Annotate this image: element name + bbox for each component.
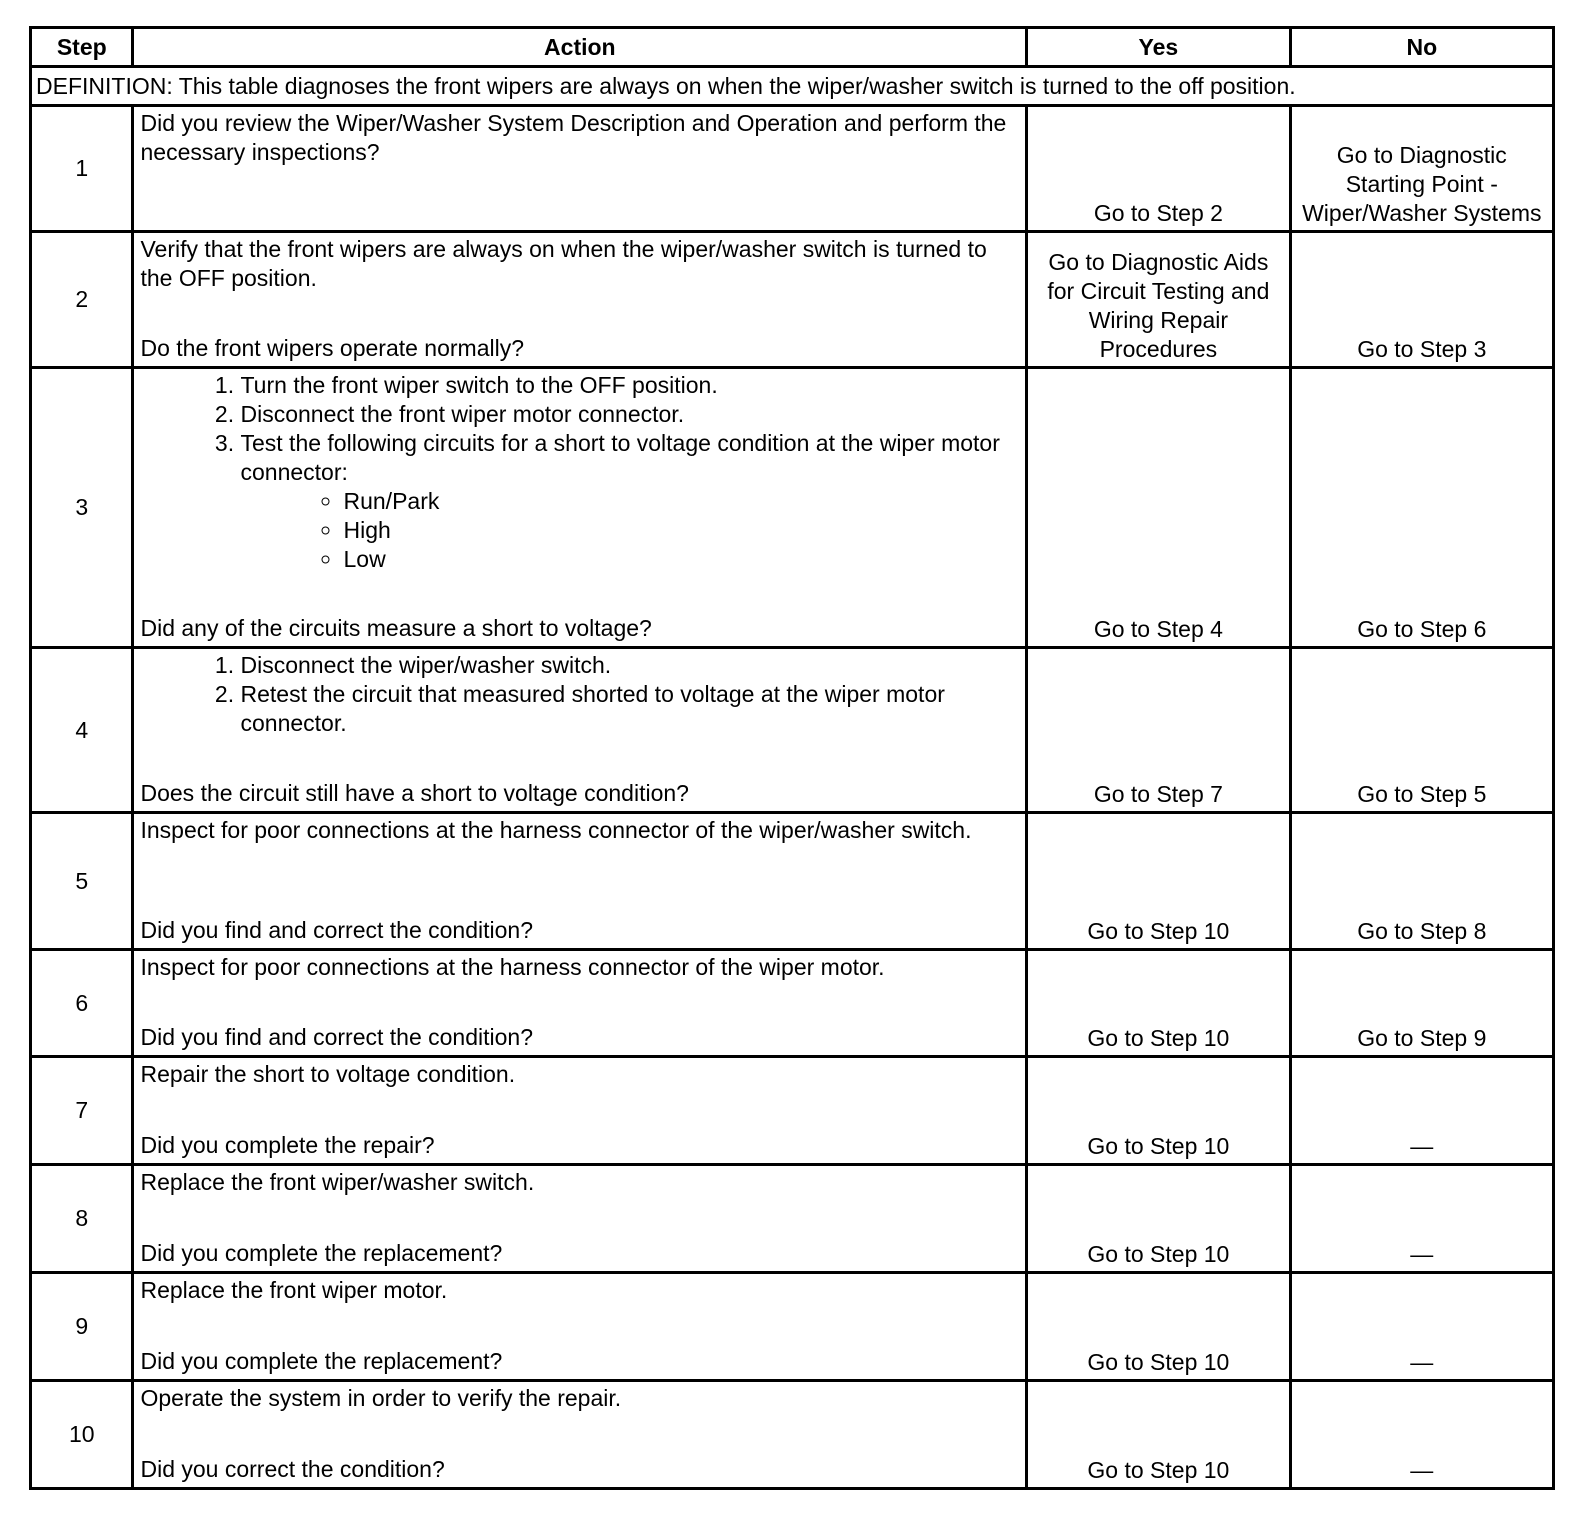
step-number: 10	[31, 1381, 133, 1489]
action-instructions	[140, 1060, 1019, 1089]
action-text: Replace the front wiper/washer switch.	[140, 1169, 535, 1195]
no-result: —	[1290, 1057, 1553, 1165]
table-row	[31, 1165, 1554, 1273]
step-number: 9	[31, 1273, 133, 1381]
no-result: Go to Diagnostic Starting Point - Wiper/Washer Systems	[1290, 106, 1553, 232]
table-row	[31, 950, 1554, 1057]
action-text: Inspect for poor connections at the harness connector of the wiper motor.	[140, 954, 885, 980]
action-cell	[133, 106, 1027, 232]
header-yes: Yes	[1027, 28, 1290, 67]
action-content	[140, 651, 1019, 808]
action-text: Repair the short to voltage condition.	[140, 1061, 516, 1087]
action-cell	[133, 1057, 1027, 1165]
yes-result: Go to Step 10	[1027, 1381, 1290, 1489]
no-result: Go to Step 3	[1290, 232, 1553, 368]
procedure-item: 2. Retest the circuit that measured shorted to voltage at the wiper motor connector.	[240, 680, 1019, 738]
action-content	[140, 371, 1019, 643]
step-number: 1	[31, 106, 133, 232]
action-instructions	[140, 1276, 1019, 1305]
procedure-item: 1. Disconnect the wiper/washer switch.	[240, 651, 1019, 680]
no-result: Go to Step 5	[1290, 648, 1553, 813]
action-cell	[133, 950, 1027, 1057]
question-text: Did you complete the replacement?	[140, 1240, 503, 1266]
action-content	[140, 1168, 1019, 1268]
step-number: 5	[31, 813, 133, 950]
question-text: Did you complete the repair?	[140, 1132, 435, 1158]
no-result: —	[1290, 1165, 1553, 1273]
action-text: Did you review the Wiper/Washer System Description and Operation and perform the necessary inspections?	[140, 110, 1007, 165]
procedure-item: 2. Disconnect the front wiper motor connector.	[240, 400, 1019, 429]
action-content	[140, 109, 1019, 227]
header-row	[31, 28, 1554, 67]
action-cell	[133, 813, 1027, 950]
action-instructions	[140, 816, 1019, 845]
action-text: Operate the system in order to verify the repair.	[140, 1385, 622, 1411]
no-result: Go to Step 9	[1290, 950, 1553, 1057]
action-content	[140, 816, 1019, 945]
action-content	[140, 953, 1019, 1052]
action-instructions	[140, 109, 1019, 167]
action-text: Inspect for poor connections at the harness connector of the wiper/washer switch.	[140, 817, 972, 843]
step-number: 7	[31, 1057, 133, 1165]
circuit-item: ◦ Low	[343, 545, 1019, 574]
no-result: —	[1290, 1273, 1553, 1381]
step-number: 4	[31, 648, 133, 813]
yes-result: Go to Step 4	[1027, 368, 1290, 648]
action-cell	[133, 1273, 1027, 1381]
table-row	[31, 106, 1554, 232]
action-instructions	[140, 651, 1019, 738]
question-text: Do the front wipers operate normally?	[140, 335, 525, 361]
action-cell	[133, 1381, 1027, 1489]
yes-result: Go to Step 2	[1027, 106, 1290, 232]
action-cell	[133, 368, 1027, 648]
action-cell	[133, 1165, 1027, 1273]
yes-result: Go to Step 10	[1027, 1057, 1290, 1165]
header-step: Step	[31, 28, 133, 67]
question-text: Did you complete the replacement?	[140, 1348, 503, 1374]
table-row	[31, 1057, 1554, 1165]
procedure-list	[140, 371, 1019, 487]
action-instructions	[140, 1168, 1019, 1197]
action-cell	[133, 648, 1027, 813]
action-text: Replace the front wiper motor.	[140, 1277, 448, 1303]
table-row	[31, 368, 1554, 648]
diagnostic-table	[29, 26, 1555, 1490]
step-number: 6	[31, 950, 133, 1057]
no-result: Go to Step 8	[1290, 813, 1553, 950]
action-content	[140, 1060, 1019, 1160]
definition-row	[31, 67, 1554, 106]
table-row	[31, 648, 1554, 813]
yes-result: Go to Step 10	[1027, 950, 1290, 1057]
action-instructions	[140, 1384, 1019, 1413]
step-number: 8	[31, 1165, 133, 1273]
yes-result: Go to Step 10	[1027, 1273, 1290, 1381]
procedure-item: 1. Turn the front wiper switch to the OFF position.	[240, 371, 1019, 400]
step-number: 3	[31, 368, 133, 648]
table-row	[31, 813, 1554, 950]
procedure-list	[140, 651, 1019, 738]
table-row	[31, 1273, 1554, 1381]
action-content	[140, 1276, 1019, 1376]
header-no: No	[1290, 28, 1553, 67]
question-text: Did you find and correct the condition?	[140, 1024, 534, 1050]
yes-result: Go to Step 10	[1027, 813, 1290, 950]
action-text: Verify that the front wipers are always on when the wiper/washer switch is turned to the OFF position.	[140, 236, 987, 291]
procedure-item: 3. Test the following circuits for a short to voltage condition at the wiper motor connector:	[240, 429, 1019, 487]
no-result: Go to Step 6	[1290, 368, 1553, 648]
action-instructions	[140, 235, 1019, 293]
action-instructions	[140, 371, 1019, 574]
question-text: Did any of the circuits measure a short to voltage?	[140, 615, 652, 641]
step-number: 2	[31, 232, 133, 368]
action-content	[140, 1384, 1019, 1484]
yes-result: Go to Step 10	[1027, 1165, 1290, 1273]
header-action: Action	[133, 28, 1027, 67]
question-text: Did you find and correct the condition?	[140, 917, 534, 943]
action-cell	[133, 232, 1027, 368]
question-text: Does the circuit still have a short to voltage condition?	[140, 780, 689, 806]
table-row	[31, 1381, 1554, 1489]
no-result: —	[1290, 1381, 1553, 1489]
circuit-item: ◦ Run/Park	[343, 487, 1019, 516]
yes-result: Go to Step 7	[1027, 648, 1290, 813]
yes-result: Go to Diagnostic Aids for Circuit Testing and Wiring Repair Procedures	[1027, 232, 1290, 368]
action-instructions	[140, 953, 1019, 982]
question-text: Did you correct the condition?	[140, 1456, 445, 1482]
definition-text: DEFINITION: This table diagnoses the front wipers are always on when the wiper/washer switch is turned to the off position.	[31, 67, 1554, 106]
circuit-item: ◦ High	[343, 516, 1019, 545]
table-row	[31, 232, 1554, 368]
action-content	[140, 235, 1019, 363]
circuit-list	[140, 487, 1019, 574]
